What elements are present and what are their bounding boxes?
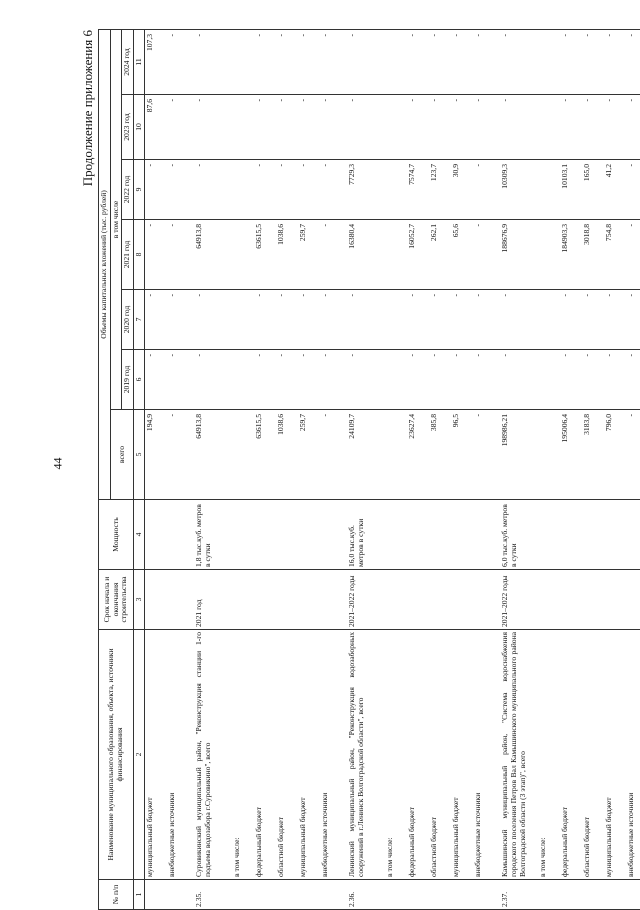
row-power [276, 500, 298, 570]
row-value: - [189, 290, 232, 350]
row-term: 2021–2022 годы [342, 570, 385, 630]
row-value: - [145, 290, 168, 350]
col-number: 6 [134, 350, 145, 410]
row-number [604, 880, 626, 910]
table-row [582, 29, 604, 909]
row-value: - [189, 350, 232, 410]
row-value: - [276, 290, 298, 350]
header-total: всего [110, 410, 133, 500]
row-value: 165,0 [582, 160, 604, 220]
col-number: 11 [134, 29, 145, 94]
row-value: - [495, 95, 538, 160]
table-row [407, 29, 429, 909]
row-term: 2021–2022 годы [495, 570, 538, 630]
row-value: - [145, 160, 168, 220]
row-power: 16,0 тыс.куб. метров в сутки [342, 500, 385, 570]
table-header [99, 29, 145, 909]
row-value: - [254, 350, 276, 410]
header-name: Наименование муниципального образования, объекта, источники финансирования [99, 630, 134, 880]
row-value: - [342, 350, 385, 410]
row-value: 259,7 [298, 410, 320, 500]
row-value: - [342, 290, 385, 350]
row-value [232, 410, 254, 500]
row-value: 10309,3 [495, 160, 538, 220]
row-value [385, 290, 407, 350]
row-value: - [342, 29, 385, 94]
row-value: - [320, 29, 342, 94]
row-power [560, 500, 582, 570]
row-value: - [167, 220, 189, 290]
row-value [538, 160, 560, 220]
row-value: - [298, 350, 320, 410]
table-row [254, 29, 276, 909]
row-value: - [604, 95, 626, 160]
col-number: 8 [134, 220, 145, 290]
row-value: - [407, 29, 429, 94]
table-row [560, 29, 582, 909]
row-value [385, 220, 407, 290]
row-value: 194,9 [145, 410, 168, 500]
table-row [298, 29, 320, 909]
table-row [189, 29, 232, 909]
row-number [407, 880, 429, 910]
col-number: 9 [134, 160, 145, 220]
row-value: 23627,4 [407, 410, 429, 500]
row-value: - [167, 350, 189, 410]
row-term [604, 570, 626, 630]
row-value: - [473, 220, 495, 290]
row-power [429, 500, 451, 570]
row-term [473, 570, 495, 630]
row-power: 1,8 тыс.куб. метров в сутки [189, 500, 232, 570]
col-number: 2 [134, 630, 145, 880]
row-name: федеральный бюджет [560, 630, 582, 880]
table-row [320, 29, 342, 909]
row-value: - [254, 290, 276, 350]
row-value: 65,6 [451, 220, 473, 290]
row-value: 123,7 [429, 160, 451, 220]
row-value: - [276, 95, 298, 160]
row-power [473, 500, 495, 570]
row-value: - [276, 29, 298, 94]
row-value: - [473, 29, 495, 94]
row-number [473, 880, 495, 910]
row-value: - [167, 95, 189, 160]
row-term [560, 570, 582, 630]
row-name: Камышинский муниципальный район, "Система водоснабжения городского поселения Петров Вал Камышинского муниципального района Волгоградской области (3 этап)", всего [495, 630, 538, 880]
row-value: - [582, 290, 604, 350]
row-term: 2021 год [189, 570, 232, 630]
col-number: 7 [134, 290, 145, 350]
row-value: - [429, 350, 451, 410]
row-value: - [407, 95, 429, 160]
row-value: - [276, 160, 298, 220]
page-number: 44 [50, 457, 65, 470]
row-value: 796,0 [604, 410, 626, 500]
row-power [538, 500, 560, 570]
row-value: - [473, 95, 495, 160]
row-value: 1038,6 [276, 220, 298, 290]
table-row [429, 29, 451, 909]
table-row [626, 29, 640, 909]
row-term [167, 570, 189, 630]
row-power [320, 500, 342, 570]
row-value: 64913,8 [189, 220, 232, 290]
row-value: - [254, 95, 276, 160]
table-row [385, 29, 407, 909]
table-row [276, 29, 298, 909]
row-power [451, 500, 473, 570]
row-value: - [451, 95, 473, 160]
row-number [626, 880, 640, 910]
table-row [495, 29, 538, 909]
row-value: - [560, 290, 582, 350]
row-value: - [495, 29, 538, 94]
row-name: областной бюджет [582, 630, 604, 880]
row-name: внебюджетные источники [473, 630, 495, 880]
table-body [145, 29, 640, 909]
row-term [232, 570, 254, 630]
row-number: 2.36. [342, 880, 385, 910]
row-value: - [560, 95, 582, 160]
row-value [232, 290, 254, 350]
row-value: 63615,5 [254, 410, 276, 500]
col-number: 10 [134, 95, 145, 160]
row-value: 30,9 [451, 160, 473, 220]
row-value [232, 350, 254, 410]
row-value: - [298, 290, 320, 350]
row-value [232, 95, 254, 160]
row-term [429, 570, 451, 630]
row-value: 7574,7 [407, 160, 429, 220]
row-value [538, 29, 560, 94]
row-value: - [189, 95, 232, 160]
row-number [560, 880, 582, 910]
row-term [298, 570, 320, 630]
row-term [320, 570, 342, 630]
row-power [167, 500, 189, 570]
row-name: внебюджетные источники [626, 630, 640, 880]
row-value: - [495, 350, 538, 410]
row-value: - [189, 160, 232, 220]
row-value: - [495, 290, 538, 350]
row-value: - [276, 350, 298, 410]
row-value: 107,3 [145, 29, 168, 94]
col-number: 5 [134, 410, 145, 500]
table-row [604, 29, 626, 909]
row-name: муниципальный бюджет [604, 630, 626, 880]
header-year: 2021 год [122, 220, 134, 290]
row-value: - [604, 29, 626, 94]
row-power [407, 500, 429, 570]
row-name: федеральный бюджет [407, 630, 429, 880]
row-value: 1038,6 [276, 410, 298, 500]
header-power: Мощность [99, 500, 134, 570]
row-value: - [429, 29, 451, 94]
row-value: - [473, 290, 495, 350]
col-number: 3 [134, 570, 145, 630]
row-number: 2.37. [495, 880, 538, 910]
row-value: - [604, 350, 626, 410]
row-power [626, 500, 640, 570]
row-value: - [582, 350, 604, 410]
row-value: 262,1 [429, 220, 451, 290]
row-value [538, 95, 560, 160]
row-value: - [451, 290, 473, 350]
row-value: - [626, 29, 640, 94]
row-value: 3018,8 [582, 220, 604, 290]
row-power [232, 500, 254, 570]
row-value: - [626, 220, 640, 290]
row-value: - [254, 29, 276, 94]
row-value: - [473, 350, 495, 410]
row-value: - [407, 350, 429, 410]
row-name: областной бюджет [429, 630, 451, 880]
row-value: - [320, 220, 342, 290]
row-power [385, 500, 407, 570]
investment-table [98, 29, 640, 910]
row-value: - [560, 350, 582, 410]
header-term: Срок начала и окончания строительства [99, 570, 134, 630]
row-power [604, 500, 626, 570]
row-value: - [429, 290, 451, 350]
row-value: 24109,7 [342, 410, 385, 500]
row-value: - [582, 29, 604, 94]
row-value: - [167, 160, 189, 220]
row-value: - [342, 95, 385, 160]
row-term [582, 570, 604, 630]
row-value: 87,6 [145, 95, 168, 160]
row-value [538, 350, 560, 410]
row-value: - [626, 160, 640, 220]
row-value: - [626, 95, 640, 160]
header-year: 2022 год [122, 160, 134, 220]
row-term [538, 570, 560, 630]
row-value: - [320, 350, 342, 410]
row-term [407, 570, 429, 630]
header-year: 2020 год [122, 290, 134, 350]
row-value: - [145, 220, 168, 290]
row-number [298, 880, 320, 910]
row-value: 41,2 [604, 160, 626, 220]
row-value [385, 95, 407, 160]
row-value: - [626, 410, 640, 500]
rotated-page [80, 30, 635, 910]
row-name: областной бюджет [276, 630, 298, 880]
row-power [582, 500, 604, 570]
row-name: в том числе: [538, 630, 560, 880]
appendix-caption: Продолжение приложения 6 [80, 30, 95, 187]
row-power [145, 500, 168, 570]
row-value: 198986,21 [495, 410, 538, 500]
row-value: 16052,7 [407, 220, 429, 290]
row-name: муниципальный бюджет [451, 630, 473, 880]
col-number: 1 [134, 880, 145, 910]
row-value: 10103,1 [560, 160, 582, 220]
row-number [538, 880, 560, 910]
row-value [232, 29, 254, 94]
row-name: в том числе: [232, 630, 254, 880]
row-value: 188676,9 [495, 220, 538, 290]
row-value: - [451, 29, 473, 94]
table-row [232, 29, 254, 909]
row-value: - [298, 95, 320, 160]
row-term [451, 570, 473, 630]
row-value: - [320, 160, 342, 220]
table-row [145, 29, 168, 909]
row-value: - [167, 410, 189, 500]
row-value: - [582, 95, 604, 160]
row-term [145, 570, 168, 630]
row-value: - [451, 350, 473, 410]
row-value: 259,7 [298, 220, 320, 290]
row-number [145, 880, 168, 910]
row-value: - [189, 29, 232, 94]
row-name: внебюджетные источники [167, 630, 189, 880]
row-value: 195006,4 [560, 410, 582, 500]
row-term [385, 570, 407, 630]
row-value [385, 160, 407, 220]
row-value: - [320, 95, 342, 160]
table-row [167, 29, 189, 909]
row-name: внебюджетные источники [320, 630, 342, 880]
row-value [385, 410, 407, 500]
row-number [582, 880, 604, 910]
row-value: - [473, 160, 495, 220]
row-name: федеральный бюджет [254, 630, 276, 880]
row-value: - [167, 290, 189, 350]
row-power [254, 500, 276, 570]
row-value: - [626, 350, 640, 410]
header-year: 2023 год [122, 95, 134, 160]
row-value: - [320, 410, 342, 500]
row-value: - [320, 290, 342, 350]
row-value: - [298, 29, 320, 94]
row-number [429, 880, 451, 910]
header-incl: в том числе [110, 29, 122, 409]
row-number [451, 880, 473, 910]
row-number [385, 880, 407, 910]
row-value [232, 160, 254, 220]
row-number [254, 880, 276, 910]
row-term [254, 570, 276, 630]
row-name: муниципальный бюджет [145, 630, 168, 880]
row-number [276, 880, 298, 910]
table-row [342, 29, 385, 909]
row-term [276, 570, 298, 630]
header-no: № п/п [99, 880, 134, 910]
row-name: муниципальный бюджет [298, 630, 320, 880]
row-power [298, 500, 320, 570]
row-value: 754,8 [604, 220, 626, 290]
row-name: в том числе: [385, 630, 407, 880]
row-number [232, 880, 254, 910]
row-value: 184903,3 [560, 220, 582, 290]
row-value: 7729,3 [342, 160, 385, 220]
row-value: 385,8 [429, 410, 451, 500]
row-value: 64913,8 [189, 410, 232, 500]
row-value: - [254, 160, 276, 220]
row-value [232, 220, 254, 290]
row-number: 2.35. [189, 880, 232, 910]
row-term [626, 570, 640, 630]
row-number [320, 880, 342, 910]
row-value: - [604, 290, 626, 350]
row-name: Ленинский муниципальный район, "Реконструкция водозаборных сооружений в г.Ленинск Волгоградской области", всего [342, 630, 385, 880]
row-value: - [473, 410, 495, 500]
row-value [385, 29, 407, 94]
table-row [538, 29, 560, 909]
col-number: 4 [134, 500, 145, 570]
row-value [538, 220, 560, 290]
row-value: - [429, 95, 451, 160]
header-year: 2019 год [122, 350, 134, 410]
row-value: 63615,5 [254, 220, 276, 290]
row-value [538, 410, 560, 500]
row-value: 3183,8 [582, 410, 604, 500]
row-value: - [626, 290, 640, 350]
row-value: - [407, 290, 429, 350]
table-row [473, 29, 495, 909]
row-value [538, 290, 560, 350]
row-value: - [145, 350, 168, 410]
header-volumes: Объемы капитальных вложений (тыс. рублей) [99, 29, 111, 499]
row-value: - [298, 160, 320, 220]
row-value: - [560, 29, 582, 94]
table-row [451, 29, 473, 909]
row-value [385, 350, 407, 410]
row-value: - [167, 29, 189, 94]
row-power: 6,0 тыс.куб. метров в сутки [495, 500, 538, 570]
row-value: 96,5 [451, 410, 473, 500]
row-name: Суровикинский муниципальный район, "Реконструкция станции 1-го подъема водозабора г.Суровикино", всего [189, 630, 232, 880]
header-year: 2024 год [122, 29, 134, 94]
row-value: 16380,4 [342, 220, 385, 290]
row-number [167, 880, 189, 910]
